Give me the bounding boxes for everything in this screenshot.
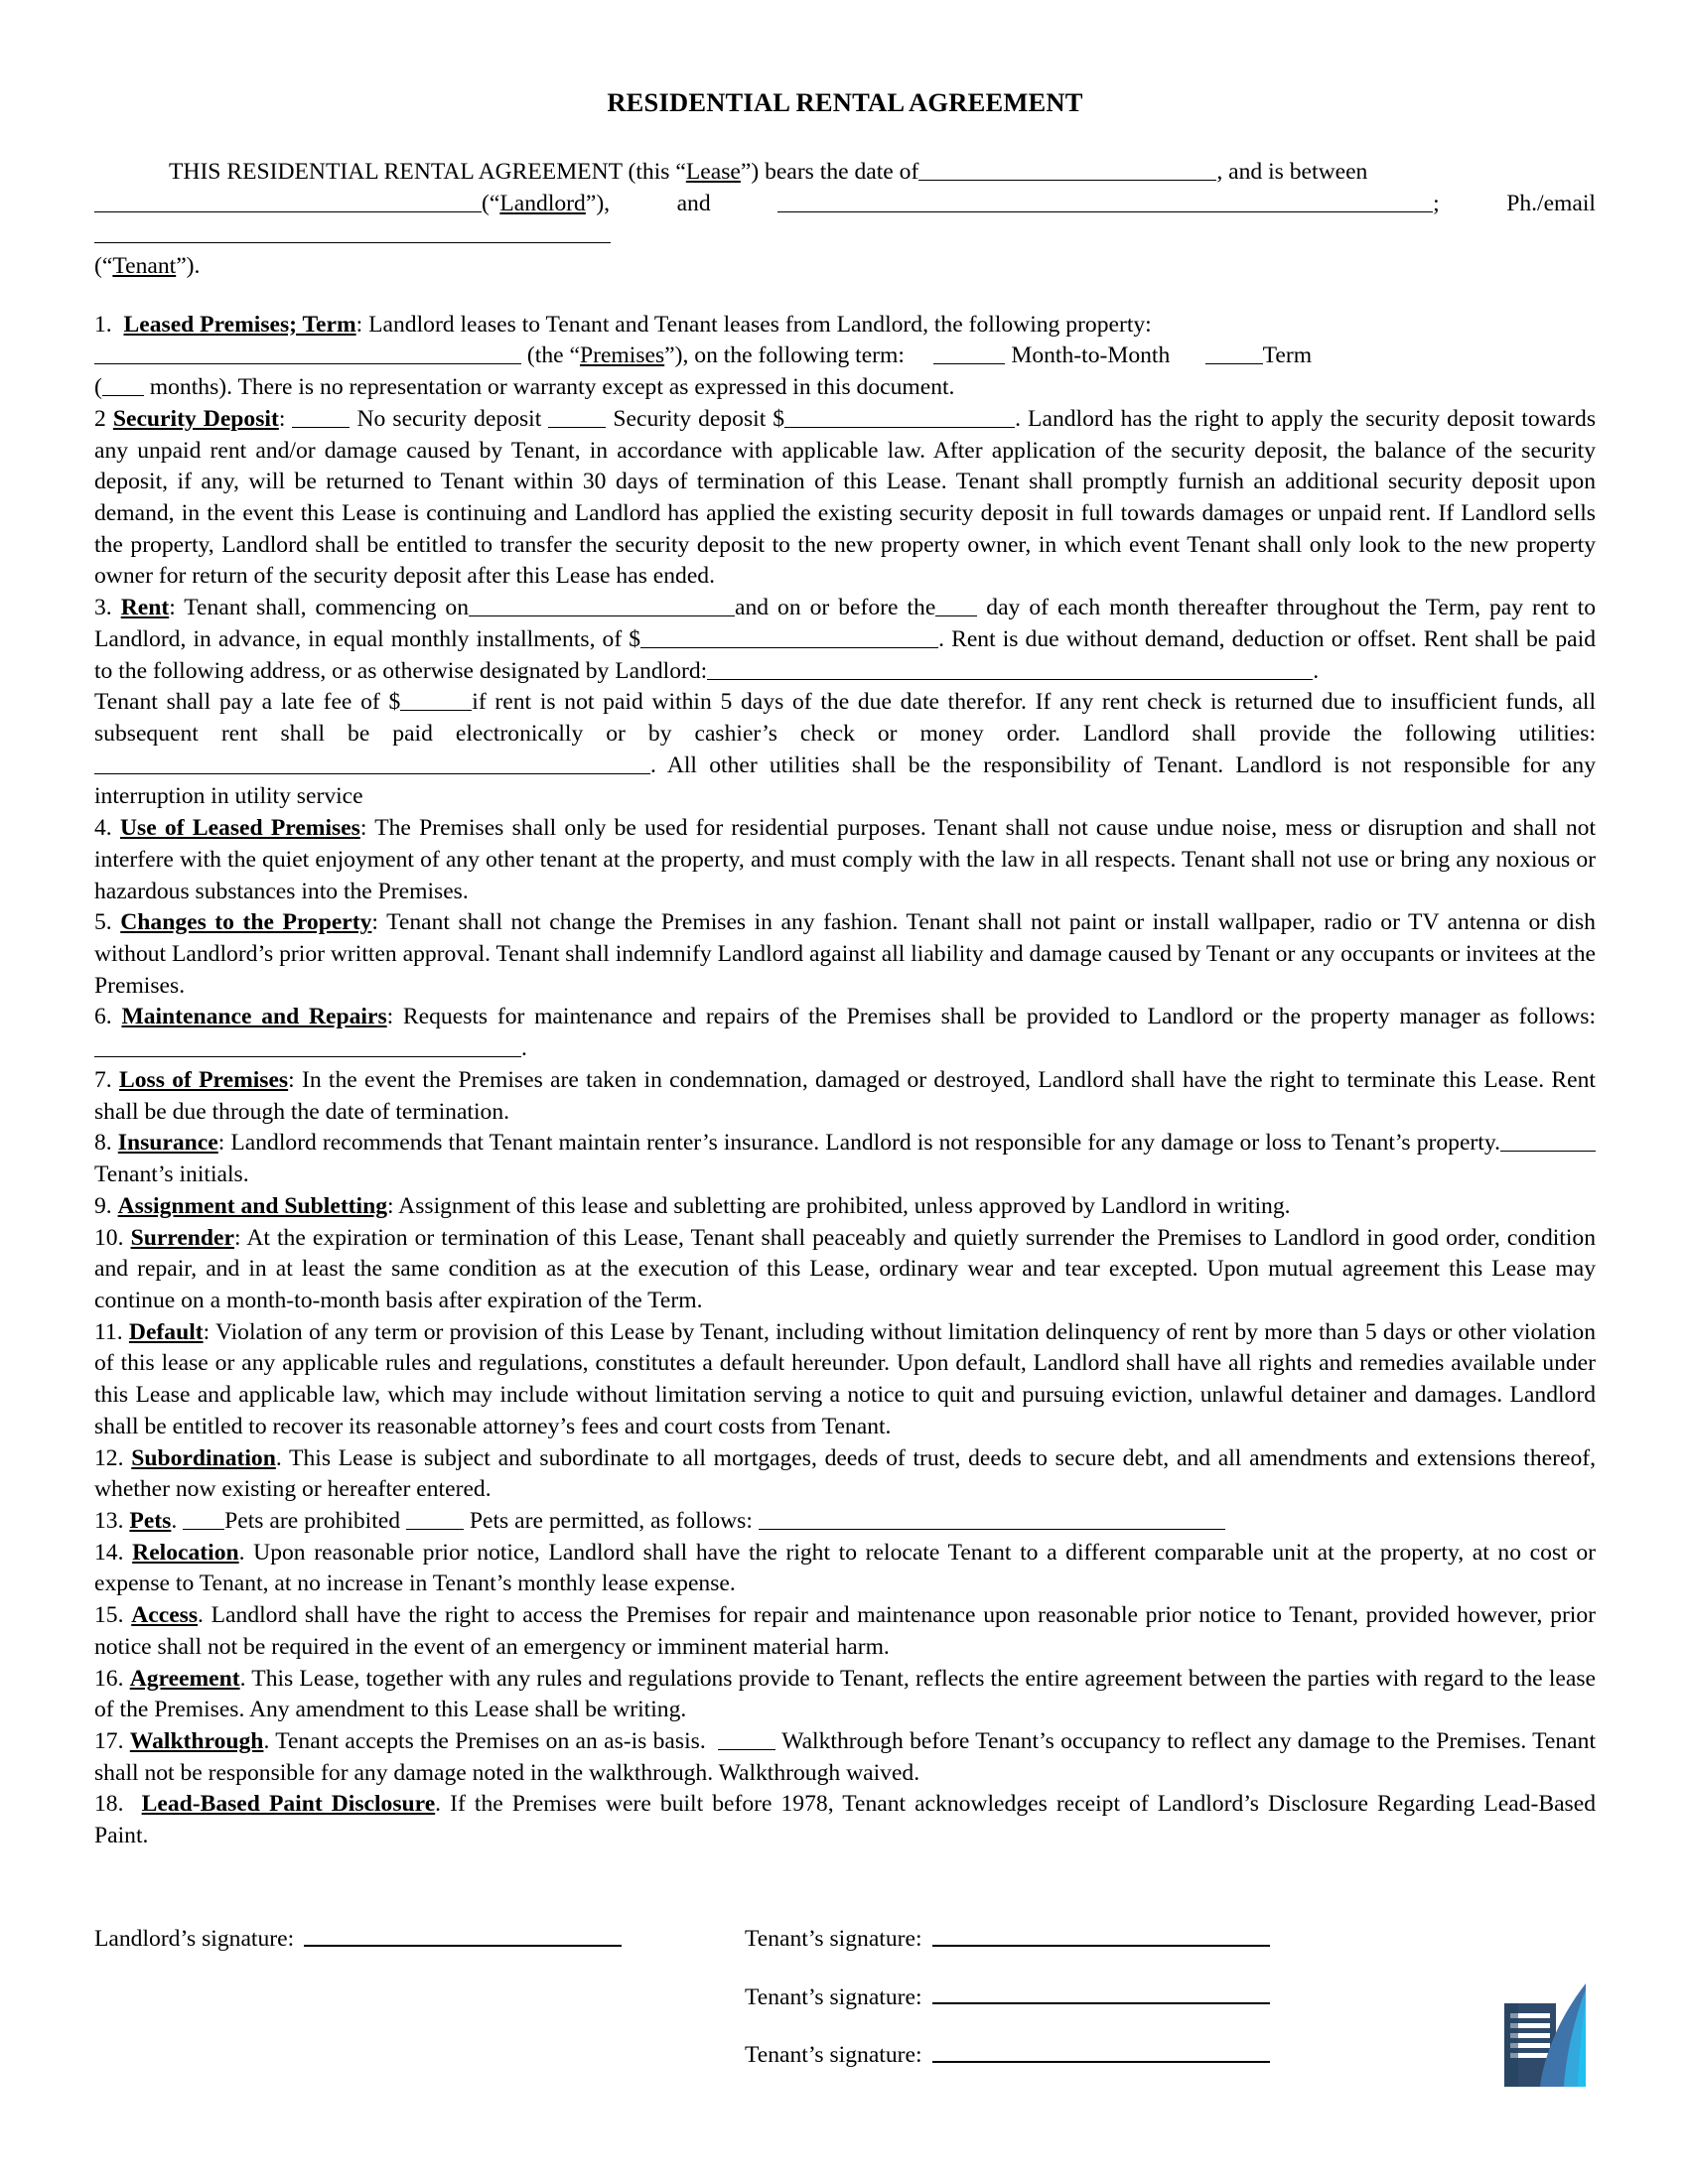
signature-row-3 [94, 2044, 1596, 2068]
section-11-body: : Violation of any term or provision of this Lease by Tenant, including without limitation delinquency of rent by more than 5 days or other violation of this lease or any applicable rules and regulations, constitutes a default hereunder. Upon default, Landlord shall have all rights and remedies available under this Lease and applicable law, which may include without limitation serving a notice to quit and pursuing eviction, unlawful detainer and damages. Landlord shall be entitled to recover its reasonable attorney’s fees and court costs from Tenant. [94, 1318, 1596, 1439]
section-4 [94, 813, 1596, 907]
security-deposit-checkbox-blank[interactable] [548, 404, 606, 427]
section-14 [94, 1538, 1596, 1600]
section-8-body-b: Tenant’s initials. [94, 1161, 249, 1188]
section-9 [94, 1191, 1596, 1223]
tenant-signature-group-1 [745, 1928, 1270, 1952]
section-1-month-to-month: Month-to-Month [1011, 342, 1171, 369]
section-4-heading: Use of Leased Premises [119, 815, 360, 842]
security-deposit-amount-blank[interactable] [784, 404, 1015, 427]
pets-details-blank[interactable] [759, 1507, 1225, 1530]
signature-row-1 [94, 1928, 1596, 1952]
no-security-deposit-blank[interactable] [292, 404, 350, 427]
section-5-heading: Changes to the Property [120, 909, 372, 936]
section-12 [94, 1443, 1596, 1506]
section-2 [94, 404, 1596, 593]
section-7-number: 7. [94, 1066, 112, 1093]
section-18-number: 18. [94, 1791, 124, 1818]
tenant-signature-group-2 [745, 1983, 1270, 2010]
section-10-number: 10. [94, 1224, 124, 1251]
section-1-body3-a: ( [94, 374, 102, 401]
section-2-no-deposit-label: No security deposit [356, 405, 542, 432]
tenant-signature-line-2[interactable] [932, 2001, 1270, 2004]
maintenance-contact-blank[interactable] [94, 1034, 521, 1057]
section-13 [94, 1506, 1596, 1538]
section-17-body-b: Walkthrough before Tenant’s occupancy to reflect any damage to the Premises. Tenant shall not be responsible for any damage noted in the walkthrough. Walkthrough waived. [94, 1728, 1597, 1786]
intro-landlord-rest: andlord [513, 190, 586, 216]
tenant-signature-line-1[interactable] [932, 1944, 1270, 1947]
section-13-heading: Pets [129, 1507, 172, 1534]
section-2-heading: Security Deposit [112, 405, 279, 432]
section-12-body: . This Lease is subject and subordinate to all mortgages, deeds of trust, deeds to secure debt, and all amendments and extensions thereof, whether now existing or hereafter entered. [94, 1444, 1596, 1503]
intro-lease-term: Lease [685, 158, 741, 185]
section-2-colon: : [278, 405, 286, 432]
section-15-body: . Landlord shall have the right to access the Premises for repair and maintenance upon reasonable prior notice to Tenant, provided however, prior notice shall not be required in the event of an emergency or imminent material harm. [94, 1602, 1597, 1660]
intro-paragraph-line3 [94, 251, 1596, 283]
section-2-number: 2 [94, 405, 106, 432]
premises-address-blank[interactable] [94, 341, 521, 364]
tenant-signature-label-1: Tenant’s signature: [745, 1926, 922, 1952]
section-1-body2-b: ”), on the following term: [664, 342, 905, 369]
date-blank[interactable] [918, 157, 1216, 180]
section-4-body: : The Premises shall only be used for residential purposes. Tenant shall not cause undue noise, mess or disruption and shall not interfere with the quiet enjoyment of any other tenant at the property, and must comply with the law in all respects. Tenant shall not use or bring any noxious or hazardous substances into the Premises. [94, 815, 1597, 904]
landlord-signature-group [94, 1928, 745, 1952]
intro-text-e: ; Ph./email [1433, 190, 1596, 216]
section-3-body-g: if rent is not paid within 5 days of the due date therefor. If any rent check is returned due to insufficient funds, all subsequent rent shall be paid electronically or by cashier’s check or money order. Landlord shall provide the following utilities: [94, 689, 1596, 748]
section-3-heading: Rent [120, 595, 170, 621]
intro-paragraph-line2 [94, 189, 1596, 251]
section-3-body-f: Tenant shall pay a late fee of $ [94, 689, 401, 716]
document-logo-icon [1494, 1983, 1586, 2093]
section-12-heading: Subordination [131, 1444, 276, 1471]
section-15 [94, 1600, 1596, 1663]
section-13-number: 13. [94, 1507, 124, 1534]
section-11-number: 11. [94, 1318, 123, 1345]
section-7-heading: Loss of Premises [119, 1066, 289, 1093]
section-17 [94, 1726, 1596, 1789]
tenant-signature-label-2: Tenant’s signature: [745, 1983, 922, 2010]
section-1-number: 1. [94, 311, 112, 338]
intro-paragraph [94, 157, 1596, 189]
section-6 [94, 1002, 1596, 1064]
section-3-body-a: : Tenant shall, commencing on [169, 595, 469, 621]
rent-due-day-blank[interactable] [935, 594, 977, 616]
section-3-body-e: . [1313, 657, 1320, 684]
section-10 [94, 1223, 1596, 1317]
section-14-heading: Relocation [132, 1539, 239, 1566]
month-to-month-checkbox-blank[interactable] [933, 341, 1005, 364]
section-6-body-b: . [521, 1035, 527, 1062]
section-3-body-h: . All other utilities shall be the responsibility of Tenant. Landlord is not responsible for any interruption in utility service [94, 751, 1596, 810]
rent-amount-blank[interactable] [640, 624, 938, 647]
tenant-signature-line-3[interactable] [932, 2060, 1270, 2063]
intro-tenant-open: (“ [94, 252, 113, 279]
tenant-name-blank[interactable] [777, 189, 1433, 211]
section-18 [94, 1789, 1596, 1851]
section-3 [94, 593, 1596, 813]
section-2-deposit-label: Security deposit $ [613, 405, 785, 432]
section-8-heading: Insurance [117, 1130, 218, 1157]
section-17-heading: Walkthrough [129, 1728, 264, 1755]
section-10-body: : At the expiration or termination of this Lease, Tenant shall peaceably and quietly surrender the Premises to Landlord in good order, condition and repair, and in at least the same condition as at the execution of this Lease, ordinary wear and tear excepted. Upon mutual agreement this Lease may continue on a month-to-month basis after expiration of the Term. [94, 1224, 1597, 1313]
section-13-permitted-label: Pets are permitted, as follows: [469, 1507, 753, 1534]
section-1-heading: Leased Premises; Term [123, 311, 356, 338]
document-body [94, 87, 1596, 1852]
intro-landlord-l: L [499, 190, 514, 216]
term-checkbox-blank[interactable] [1205, 341, 1263, 364]
page-title: RESIDENTIAL RENTAL AGREEMENT [607, 87, 1083, 117]
section-4-number: 4. [94, 815, 112, 842]
section-1-body2-a: (the “ [526, 342, 580, 369]
section-1 [94, 310, 1596, 404]
signature-block [94, 1928, 1596, 2068]
landlord-name-blank[interactable] [94, 189, 482, 211]
section-1-term: Term [1262, 342, 1313, 369]
intro-text-c: , and is between [1216, 158, 1368, 185]
section-2-body: . Landlord has the right to apply the security deposit towards any unpaid rent and/or damage caused by Tenant, in accordance with applicable law. After application of the security deposit, the balance of the security deposit, if any, will be returned to Tenant within 30 days of termination of this Lease. Tenant shall promptly furnish an additional security deposit upon demand, in the event this Lease is continuing and Landlord has applied the existing security deposit in full towards damages or unpaid rent. If Landlord sells the property, Landlord shall be entitled to transfer the security deposit to the new property owner, in which event Tenant shall only look to the new property owner for return of the security deposit after this Lease has ended. [94, 405, 1596, 590]
section-3-body-d: . Rent is due without demand, deduction or offset. Rent shall be paid to the following address, or as otherwise designated by Landlord: [94, 625, 1596, 684]
section-5 [94, 907, 1596, 1002]
section-1-body3-b: months). There is no representation or warranty except as expressed in this document. [149, 374, 955, 401]
section-8-body-a: : Landlord recommends that Tenant maintain renter’s insurance. Landlord is not responsible for any damage or loss to Tenant’s property. [217, 1130, 1500, 1157]
section-14-number: 14. [94, 1539, 124, 1566]
section-11 [94, 1317, 1596, 1443]
section-3-body-c: day of each month thereafter throughout the Term, pay rent to Landlord, in advance, in equal monthly installments, of $ [94, 595, 1597, 652]
section-14-body: . Upon reasonable prior notice, Landlord shall have the right to relocate Tenant to a different comparable unit at the property, at no cost or expense to Tenant, at no increase in Tenant’s monthly lease expense. [94, 1539, 1596, 1597]
phone-email-blank[interactable] [94, 220, 611, 243]
section-17-body-a: . Tenant accepts the Premises on an as-is basis. [263, 1728, 706, 1755]
intro-text-b: ”) bears the date of [740, 158, 919, 185]
section-5-body: : Tenant shall not change the Premises in any fashion. Tenant shall not paint or install wallpaper, radio or TV antenna or dish without Landlord’s prior written approval. Tenant shall indemnify Landlord against all liability and damage caused by Tenant or any occupants or invitees at the Premises. [94, 909, 1596, 999]
pets-permitted-blank[interactable] [406, 1507, 464, 1530]
section-8-number: 8. [94, 1130, 112, 1157]
landlord-signature-label: Landlord’s signature: [94, 1926, 295, 1952]
section-8 [94, 1128, 1596, 1190]
intro-text-a: THIS RESIDENTIAL RENTAL AGREEMENT (this “ [169, 158, 686, 185]
section-9-heading: Assignment and Subletting [117, 1192, 388, 1219]
section-6-number: 6. [94, 1004, 112, 1030]
section-12-number: 12. [94, 1444, 124, 1471]
term-months-blank[interactable] [102, 373, 144, 396]
rent-address-blank[interactable] [707, 656, 1313, 679]
late-fee-blank[interactable] [400, 688, 472, 711]
intro-text-d: ”), and [585, 190, 711, 216]
walkthrough-blank[interactable] [718, 1727, 775, 1750]
intro-landlord-open: (“ [482, 190, 500, 216]
section-16-body: . This Lease, together with any rules and regulations provide to Tenant, reflects the entire agreement between the parties with regard to the lease of the Premises. Any amendment to this Lease shall be writing. [94, 1665, 1596, 1723]
section-7-body: : In the event the Premises are taken in condemnation, damaged or destroyed, Landlord shall have the right to terminate this Lease. Rent shall be due through the date of termination. [94, 1066, 1596, 1125]
section-6-body-a: : Requests for maintenance and repairs of the Premises shall be provided to Landlord or the property manager as follows: [386, 1004, 1597, 1030]
section-16-number: 16. [94, 1665, 124, 1692]
intro-tenant-close: ”). [176, 252, 201, 279]
pets-prohibited-blank[interactable] [183, 1507, 224, 1530]
tenant-signature-label-3: Tenant’s signature: [745, 2042, 922, 2069]
section-7 [94, 1065, 1596, 1128]
section-1-premises-term: Premises [579, 342, 665, 369]
section-15-number: 15. [94, 1602, 124, 1629]
section-18-body: . If the Premises were built before 1978, Tenant acknowledges receipt of Landlord’s Disclosure Regarding Lead-Based Paint. [94, 1791, 1596, 1849]
section-6-heading: Maintenance and Repairs [121, 1004, 387, 1030]
signature-row-2 [94, 1983, 1596, 2010]
section-3-number: 3. [94, 595, 112, 621]
section-11-heading: Default [128, 1318, 204, 1345]
tenant-initials-blank[interactable] [1500, 1129, 1596, 1152]
section-17-number: 17. [94, 1728, 124, 1755]
rent-commence-date-blank[interactable] [469, 594, 735, 616]
section-1-body: : Landlord leases to Tenant and Tenant leases from Landlord, the following property: [355, 311, 1152, 338]
intro-tenant-term: Tenant [112, 252, 177, 279]
section-16-heading: Agreement [129, 1665, 240, 1692]
section-13-prohibited-label: Pets are prohibited [224, 1507, 401, 1534]
section-3-body-b: and on or before the [735, 595, 936, 621]
section-10-heading: Surrender [130, 1224, 234, 1251]
section-16 [94, 1664, 1596, 1726]
section-13-body-a: . [171, 1507, 178, 1534]
landlord-signature-line[interactable] [304, 1944, 622, 1947]
section-18-heading: Lead-Based Paint Disclosure [141, 1791, 436, 1818]
section-9-body: : Assignment of this lease and subletting are prohibited, unless approved by Landlord in writing. [387, 1192, 1291, 1219]
section-15-heading: Access [131, 1602, 199, 1629]
section-9-number: 9. [94, 1192, 112, 1219]
tenant-signature-group-3 [745, 2044, 1270, 2068]
section-5-number: 5. [94, 909, 112, 936]
utilities-blank[interactable] [94, 751, 650, 773]
